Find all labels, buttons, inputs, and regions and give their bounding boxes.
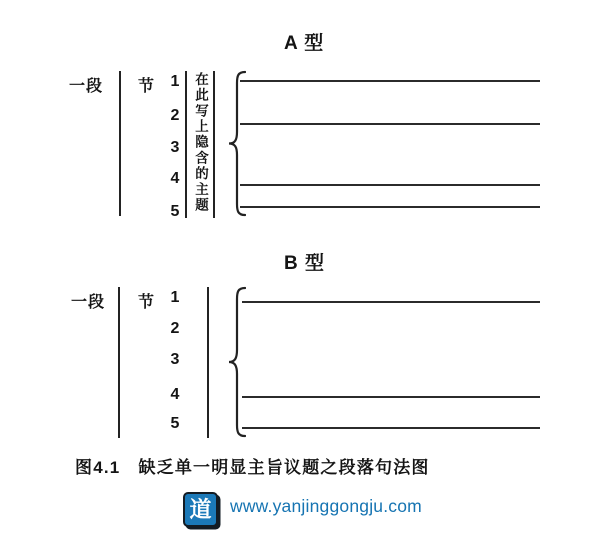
section-b-number-5: 5 — [170, 415, 180, 432]
section-b-divider-line — [118, 287, 120, 438]
watermark-footer — [183, 492, 422, 527]
section-b-number-3: 3 — [170, 351, 180, 368]
section-a-sentence-line-1 — [240, 80, 540, 82]
section-a-brace — [226, 70, 246, 217]
section-a-section-label: 节 — [138, 78, 156, 95]
figure-caption-text: 缺乏单一明显主旨议题之段落句法图 — [138, 458, 430, 477]
section-a-number-3: 3 — [170, 139, 180, 156]
section-a-title: A 型 — [284, 33, 325, 54]
section-b-number-4: 4 — [170, 386, 180, 403]
section-b-brace — [226, 286, 246, 438]
section-a-number-4: 4 — [170, 170, 180, 187]
section-a-sentence-line-4 — [240, 206, 540, 208]
section-a-number-5: 5 — [170, 203, 180, 220]
section-a-number-2: 2 — [170, 107, 180, 124]
section-b-title: B 型 — [284, 253, 326, 274]
section-a-sentence-line-2 — [240, 123, 540, 125]
website-url[interactable]: www.yanjinggongju.com — [230, 496, 422, 516]
section-a-number-1: 1 — [170, 73, 180, 90]
section-b-sentence-line-1 — [242, 301, 540, 303]
figure-caption-label: 图4.1 — [75, 458, 121, 477]
section-a-paragraph-label: 一段 — [69, 78, 104, 95]
section-a-sentence-line-3 — [240, 184, 540, 186]
figure-caption — [75, 453, 430, 478]
section-b-inner-divider-line — [207, 287, 209, 438]
dao-logo-icon: 道 — [183, 492, 218, 527]
section-b-number-2: 2 — [170, 320, 180, 337]
section-b-sentence-line-2 — [242, 396, 540, 398]
section-b-section-label: 节 — [138, 294, 156, 311]
section-a-implied-topic-note: 在此写上隐含的主题 — [185, 71, 215, 218]
section-b-sentence-line-3 — [242, 427, 540, 429]
section-b-number-1: 1 — [170, 289, 180, 306]
section-b-paragraph-label: 一段 — [71, 294, 106, 311]
section-a-divider-line — [119, 71, 121, 216]
